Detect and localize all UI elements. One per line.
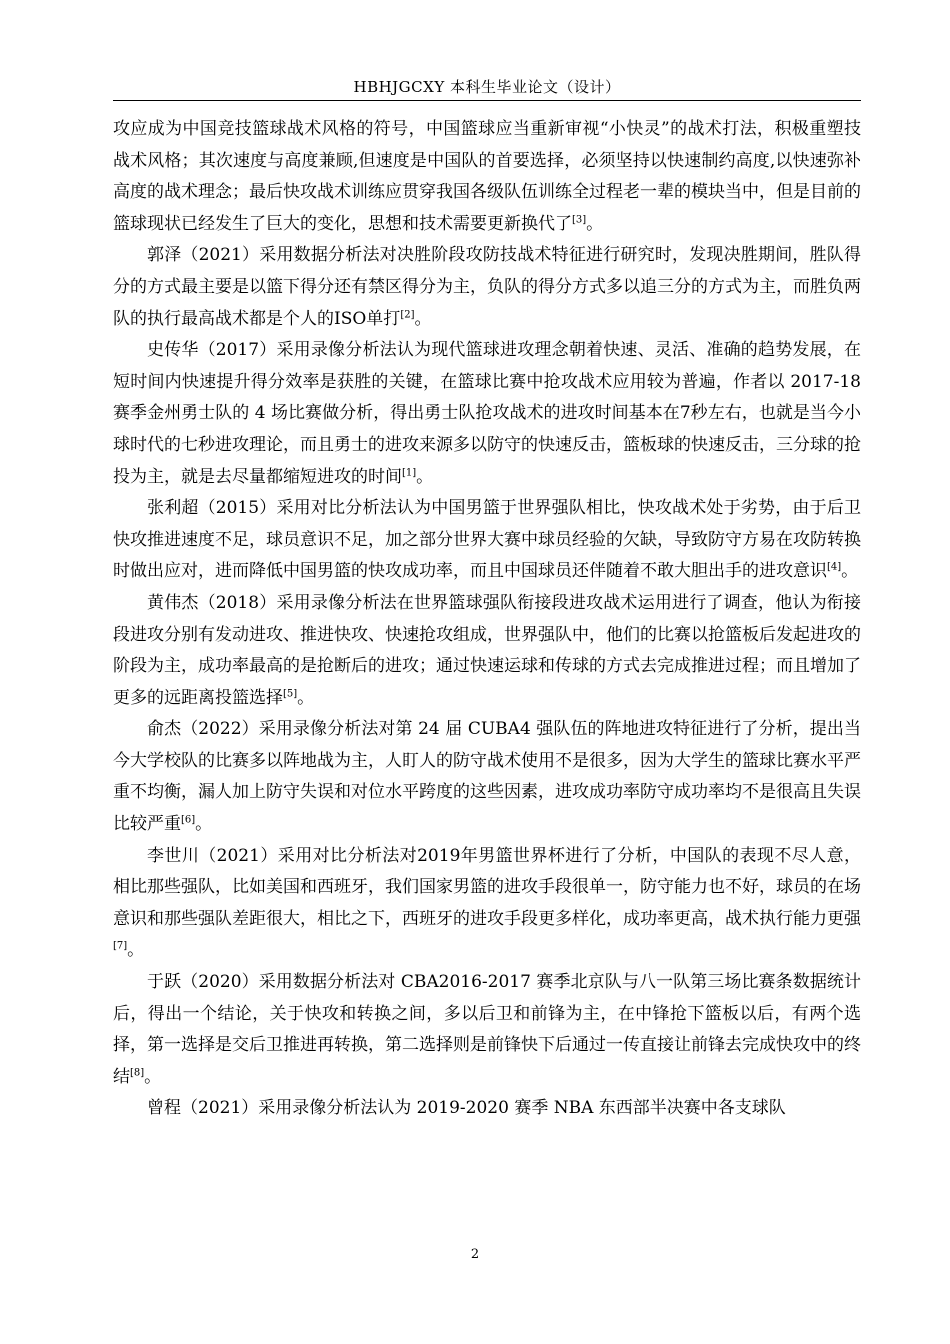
paragraph-end: 。: [414, 308, 432, 329]
paragraph: [113, 493, 861, 588]
paragraph: [113, 335, 861, 493]
paragraph-end: 。: [586, 213, 604, 234]
paragraph: [113, 967, 861, 1093]
paragraph: [113, 714, 861, 840]
paragraph: [113, 588, 861, 714]
citation-ref: [8]: [130, 1067, 145, 1079]
citation-ref: [3]: [572, 214, 587, 226]
paragraph-end: 。: [195, 814, 213, 835]
paragraph-text: 史传华（2017）采用录像分析法认为现代篮球进攻理念朝着快速、灵活、准确的趋势发展，在短时间内快速提升得分效率是获胜的关键，在篮球比赛中抢攻战术应用较为普遍，作者以 2017-18 赛季金州勇士队的 4 场比赛做分析，得出勇士队抢攻战术的进攻时间基本在7秒左右，也就是当今小球时代的七秒进攻理论，而且勇士的进攻来源多以防守的快速反击，篮板球的快速反击，三分球的抢投为主，就是去尽量都缩短进攻的时间: [113, 340, 862, 487]
paragraph-text: 曾程（2021）采用录像分析法认为 2019-2020 赛季 NBA 东西部半决赛中各支球队: [147, 1098, 786, 1119]
page-number: [0, 1247, 950, 1263]
paragraph: [113, 114, 861, 240]
paragraph: [113, 841, 861, 967]
paragraph-text: 李世川（2021）采用对比分析法对2019年男篮世界杯进行了分析，中国队的表现不尽人意，相比那些强队，比如美国和西班牙，我们国家男篮的进攻手段很单一，防守能力也不好，球员的在场意识和那些强队差距很大，相比之下，西班牙的进攻手段更多样化，成功率更高，战术执行能力更强: [113, 845, 861, 929]
paragraph-text: 黄伟杰（2018）采用录像分析法在世界篮球强队衔接段进攻战术运用进行了调查，他认为衔接段进攻分别有发动进攻、推进快攻、快速抢攻组成，世界强队中，他们的比赛以抢篮板后发起进攻的阶段为主，成功率最高的是抢断后的进攻；通过快速运球和传球的方式去完成推进过程；而且增加了更多的远距离投篮选择: [113, 592, 861, 708]
paragraph-end: 。: [841, 561, 859, 582]
paragraph-text: 攻应成为中国竞技篮球战术风格的符号，中国篮球应当重新审视“小快灵”的战术打法，积极重塑技战术风格；其次速度与高度兼顾,但速度是中国队的首要选择，必须坚持以快速制约高度,以快速弥补高度的战术理念；最后快攻战术训练应贯穿我国各级队伍训练全过程老一辈的模块当中，但是目前的篮球现状已经发生了巨大的变化，思想和技术需要更新换代了: [113, 119, 861, 234]
paragraph: [113, 240, 861, 335]
citation-ref: [2]: [400, 308, 415, 320]
header-title: HBHJGCXY 本科生毕业论文（设计）: [353, 78, 621, 96]
page-header: [113, 76, 861, 101]
paragraph-text: 于跃（2020）采用数据分析法对 CBA2016-2017 赛季北京队与八一队第三场比赛条数据统计后，得出一个结论，关于快攻和转换之间，多以后卫和前锋为主，在中锋抢下篮板以后，有两个选择，第一选择是交后卫推进再转换，第二选择则是前锋快下后通过一传直接让前锋去完成快攻中的终结: [113, 972, 861, 1087]
paragraph-end: 。: [127, 940, 145, 961]
paragraph-end: 。: [416, 466, 434, 487]
paragraph: [113, 1093, 861, 1125]
citation-ref: [6]: [181, 814, 196, 826]
citation-ref: [7]: [113, 940, 128, 952]
body-text: [113, 114, 861, 1125]
citation-ref: [4]: [827, 561, 842, 573]
citation-ref: [5]: [283, 688, 298, 700]
citation-ref: [1]: [402, 466, 417, 478]
paragraph-text: 郭泽（2021）采用数据分析法对决胜阶段攻防技战术特征进行研究时，发现决胜期间，胜队得分的方式最主要是以篮下得分还有禁区得分为主，负队的得分方式多以追三分的方式为主，而胜负两队的执行最高战术都是个人的ISO单打: [113, 245, 861, 329]
page-number-value: 2: [470, 1247, 480, 1262]
paragraph-end: 。: [297, 687, 315, 708]
paragraph-text: 张利超（2015）采用对比分析法认为中国男篮于世界强队相比，快攻战术处于劣势，由于后卫快攻推进速度不足，球员意识不足，加之部分世界大赛中球员经验的欠缺，导致防守方易在攻防转换时做出应对，进而降低中国男篮的快攻成功率，而且中国球员还伴随着不敢大胆出手的进攻意识: [113, 498, 861, 582]
paragraph-end: 。: [144, 1066, 162, 1087]
paragraph-text: 俞杰（2022）采用录像分析法对第 24 届 CUBA4 强队伍的阵地进攻特征进行了分析，提出当今大学校队的比赛多以阵地战为主，人盯人的防守战术使用不是很多，因为大学生的篮球比赛水平严重不均衡，漏人加上防守失误和对位水平跨度的这些因素，进攻成功率防守成功率均不是很高且失误比较严重: [113, 719, 861, 835]
